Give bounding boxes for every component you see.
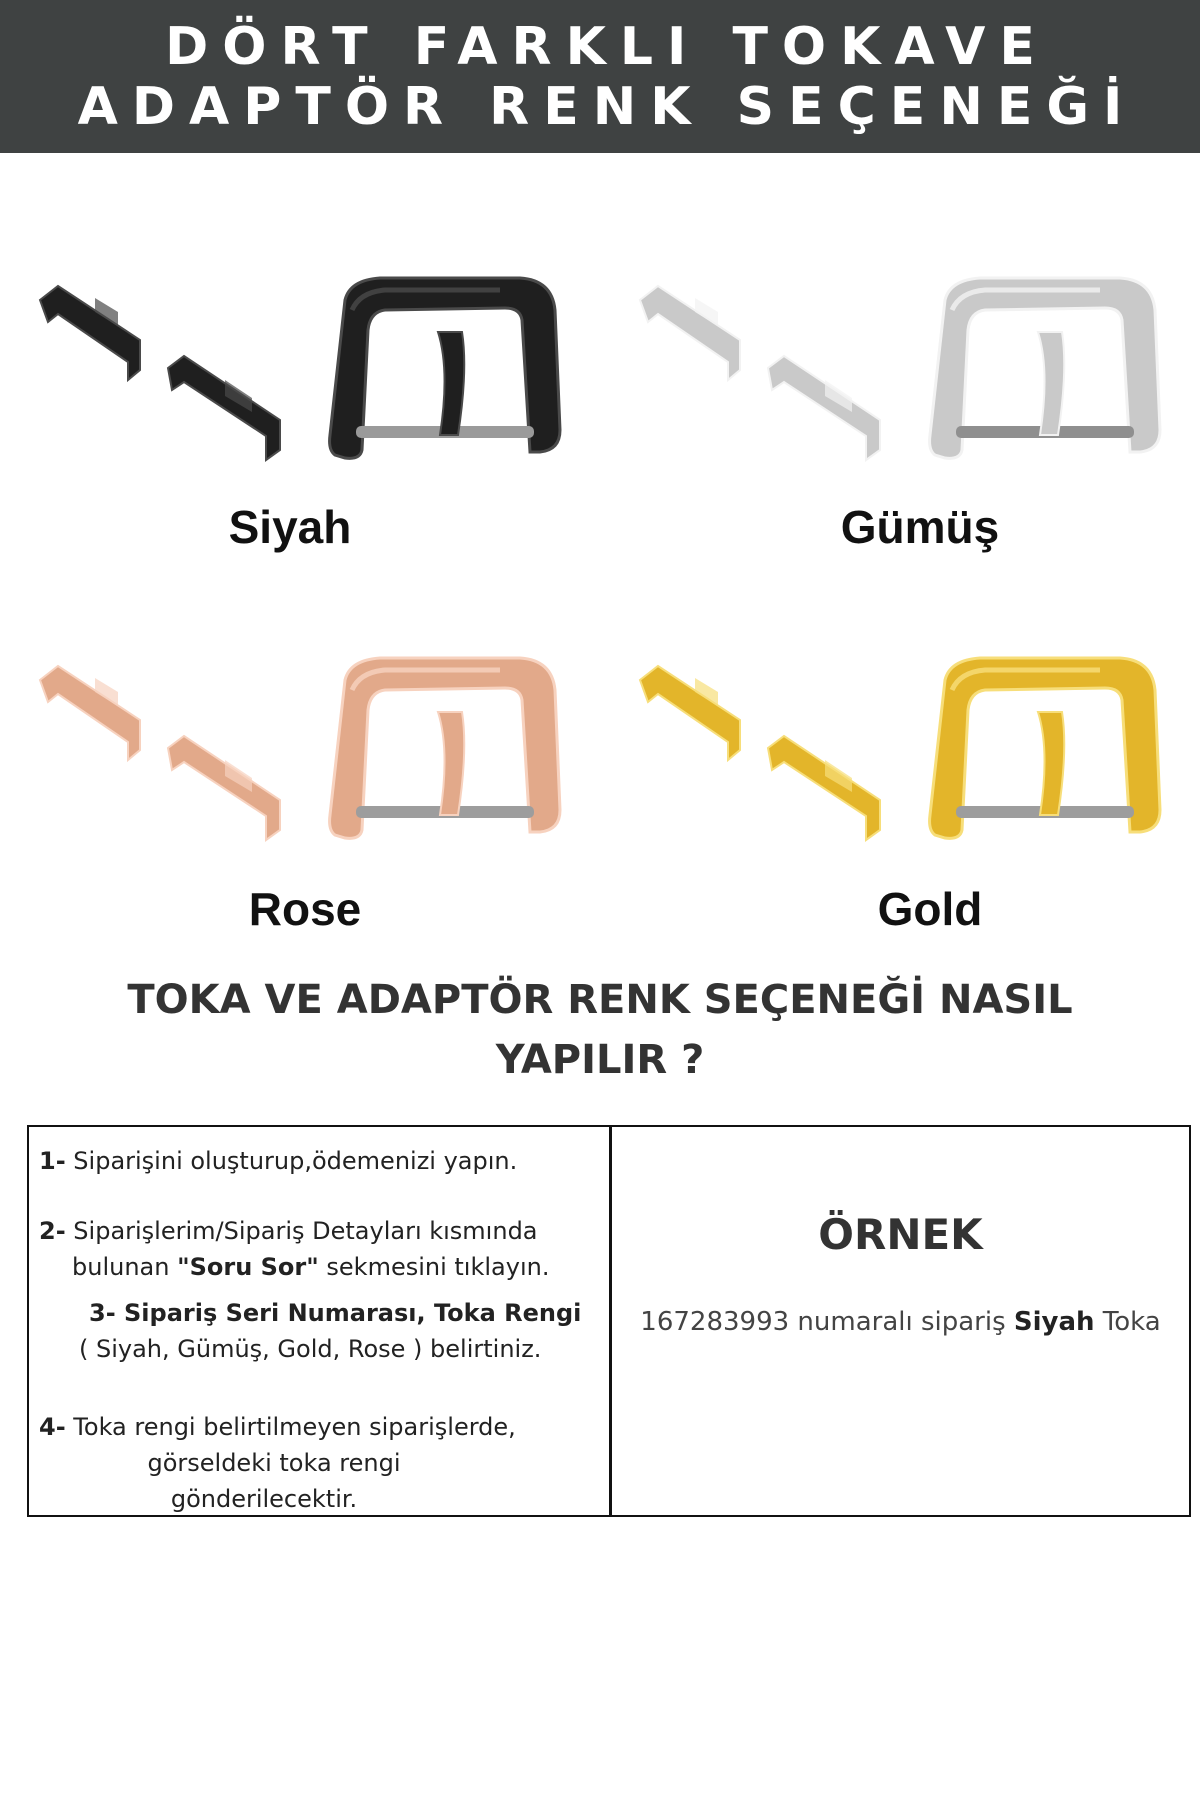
swatch-label-gold: Gold bbox=[877, 883, 983, 935]
step-4-text-b: görseldeki toka rengi bbox=[147, 1449, 401, 1477]
step-4 bbox=[39, 1409, 579, 1517]
example-cell bbox=[612, 1127, 1189, 1515]
swatch-siyah bbox=[0, 250, 600, 630]
step-2 bbox=[39, 1213, 549, 1285]
header-banner bbox=[0, 0, 1200, 153]
adapter-bottom bbox=[168, 356, 280, 460]
step-4-text-c: gönderilecektir. bbox=[170, 1485, 358, 1513]
buckle-adapter-illustration-siyah bbox=[0, 250, 600, 510]
adapter-bottom bbox=[168, 736, 280, 840]
buckle bbox=[330, 658, 560, 838]
swatch-gumus bbox=[600, 250, 1200, 630]
instructions-table bbox=[27, 1125, 1191, 1517]
step-4-number: 4- bbox=[39, 1413, 66, 1441]
adapter-top bbox=[640, 666, 740, 760]
swatch-gold bbox=[600, 630, 1200, 1010]
instructions-cell bbox=[29, 1127, 612, 1515]
swatch-label-rose: Rose bbox=[248, 883, 362, 935]
step-2-bold: "Soru Sor" bbox=[177, 1253, 319, 1281]
buckle bbox=[330, 278, 560, 458]
step-1-number: 1- bbox=[39, 1147, 66, 1175]
swatch-label-siyah: Siyah bbox=[228, 501, 352, 553]
step-3 bbox=[79, 1295, 581, 1367]
how-to-title-line1: TOKA VE ADAPTÖR RENK SEÇENEĞİ NASIL bbox=[127, 977, 1073, 1023]
step-4-text-a: Toka rengi belirtilmeyen siparişlerde, bbox=[65, 1413, 516, 1441]
header-title-line2: ADAPTÖR RENK SEÇENEĞİ bbox=[77, 76, 1137, 137]
step-3-bold: 3- Sipariş Seri Numarası, Toka Rengi bbox=[89, 1299, 582, 1327]
adapter-top bbox=[40, 666, 140, 760]
step-2-text-c: sekmesini tıklayın. bbox=[318, 1253, 550, 1281]
step-1-text: Siparişini oluşturup,ödemenizi yapın. bbox=[65, 1147, 518, 1175]
example-title: ÖRNEK bbox=[818, 1210, 983, 1259]
example-text-bold: Siyah bbox=[1013, 1307, 1095, 1337]
step-3-text: ( Siyah, Gümüş, Gold, Rose ) belirtiniz. bbox=[79, 1335, 542, 1363]
how-to-title bbox=[0, 970, 1200, 1090]
adapter-bottom bbox=[768, 356, 880, 460]
step-2-text-a: Siparişlerim/Sipariş Detayları kısmında bbox=[65, 1217, 538, 1245]
step-2-number: 2- bbox=[39, 1217, 66, 1245]
header-title-line1: DÖRT FARKLI TOKAVE bbox=[165, 16, 1049, 77]
adapter-bottom bbox=[768, 736, 880, 840]
adapter-top bbox=[40, 286, 140, 380]
example-text-b: Toka bbox=[1094, 1307, 1161, 1337]
how-to-title-line2: YAPILIR ? bbox=[495, 1037, 705, 1083]
buckle-adapter-illustration-gumus bbox=[600, 250, 1200, 510]
buckle-adapter-illustration-rose bbox=[0, 630, 600, 890]
adapter-top bbox=[640, 286, 740, 380]
step-2-text-b: bulunan bbox=[72, 1253, 178, 1281]
example-text bbox=[612, 1307, 1189, 1337]
swatch-rose bbox=[0, 630, 600, 1010]
buckle bbox=[930, 658, 1160, 838]
example-text-a: 167283993 numaralı sipariş bbox=[640, 1307, 1014, 1337]
step-1 bbox=[39, 1143, 517, 1179]
buckle bbox=[930, 278, 1160, 458]
buckle-adapter-illustration-gold bbox=[600, 630, 1200, 890]
swatch-label-gumus: Gümüş bbox=[840, 501, 1000, 553]
